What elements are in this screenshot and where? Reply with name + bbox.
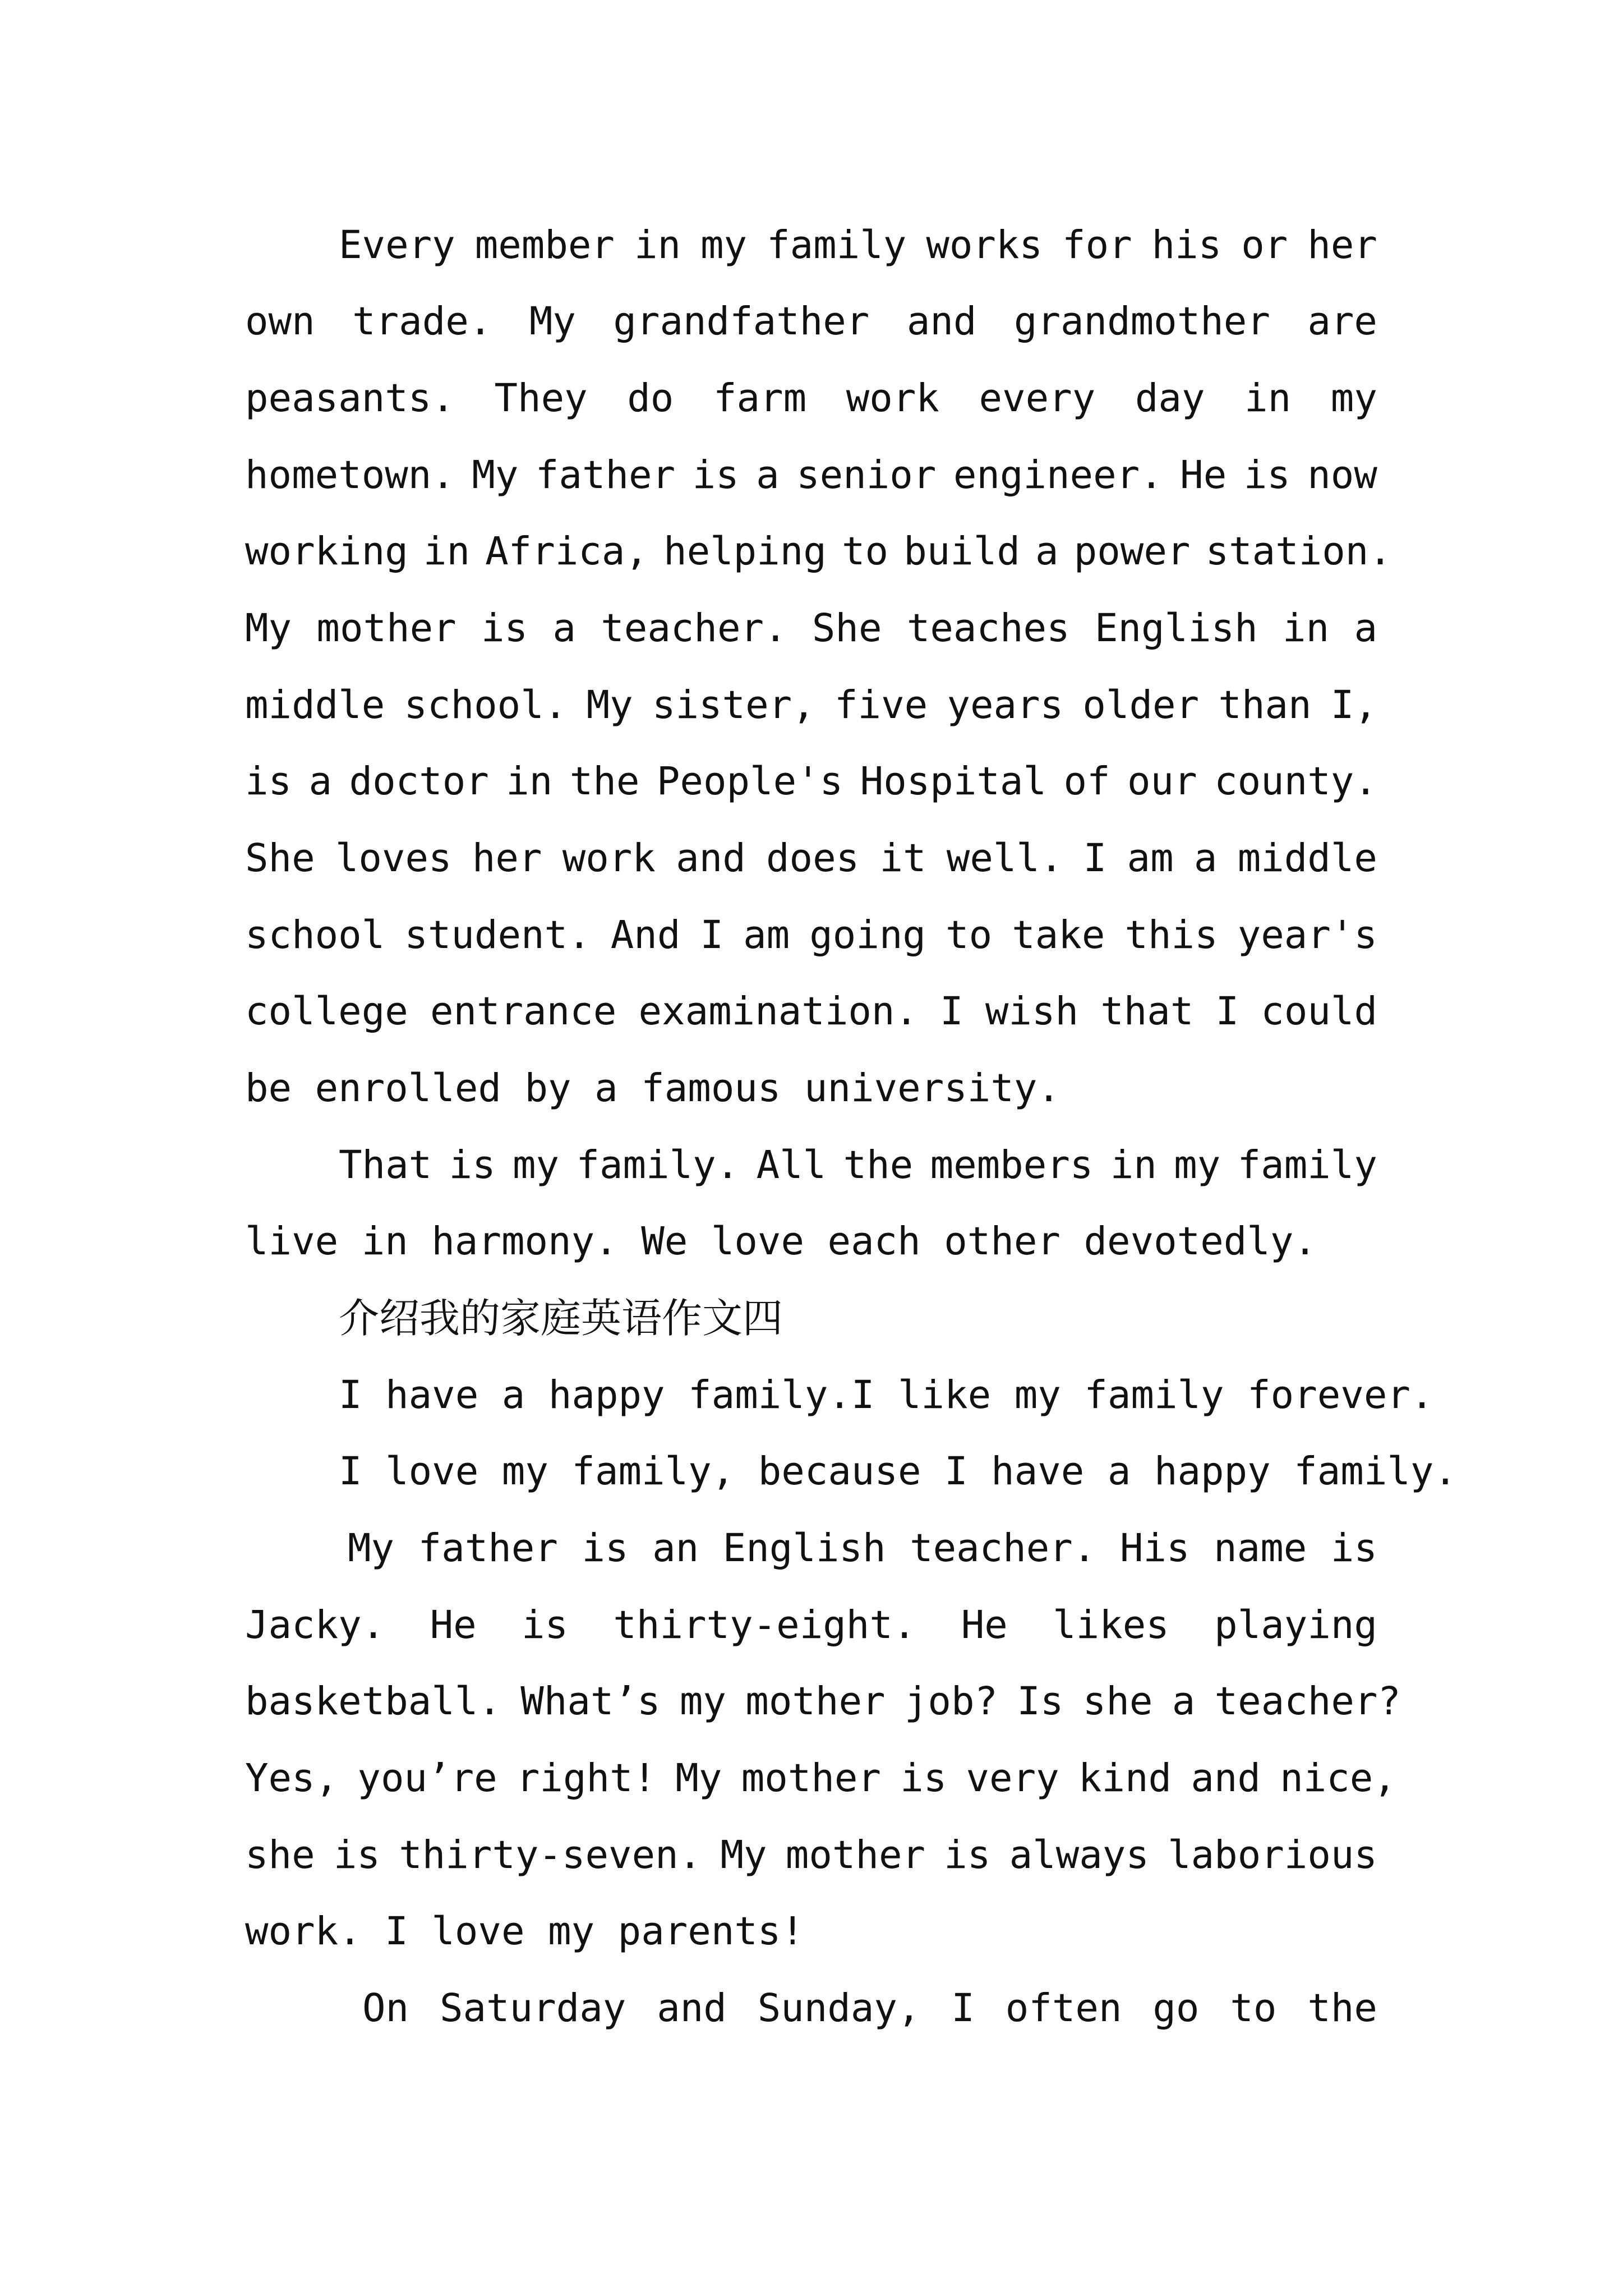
paragraph-line: I have a happy family.I like my family forever. — [339, 1373, 1434, 1418]
paragraph-line: Every member in my family works for his or her — [339, 223, 1377, 268]
paragraph-line: That is my family. All the members in my family — [339, 1143, 1377, 1188]
section-heading: 介绍我的家庭英语作文四 — [339, 1295, 783, 1342]
paragraph-line: college entrance examination. I wish that I could — [245, 989, 1377, 1034]
paragraph-line: own trade. My grandfather and grandmother are — [245, 299, 1377, 344]
paragraph-line: I love my family, because I have a happy family. — [339, 1449, 1457, 1494]
paragraph-line: peasants. They do farm work every day in my — [245, 376, 1377, 421]
paragraph-line: My mother is a teacher. She teaches English in a — [245, 606, 1377, 651]
paragraph-line: She loves her work and does it well. I am a middle — [245, 836, 1377, 881]
paragraph-line: working in Africa, helping to build a power station. — [245, 529, 1392, 574]
paragraph-line: she is thirty-seven. My mother is always laborious — [245, 1833, 1377, 1878]
paragraph-line: middle school. My sister, five years older than I, — [245, 683, 1377, 728]
paragraph-line: My father is an English teacher. His name is — [348, 1526, 1377, 1571]
paragraph-line: basketball. What’s my mother job? Is she a teacher? — [245, 1679, 1401, 1724]
paragraph-line: work. I love my parents! — [245, 1909, 804, 1954]
paragraph-line: On Saturday and Sunday, I often go to the — [362, 1986, 1377, 2031]
paragraph-line: school student. And I am going to take this year's — [245, 913, 1377, 958]
paragraph-line: is a doctor in the People's Hospital of our county. — [245, 759, 1377, 804]
paragraph-line: Jacky. He is thirty-eight. He likes playing — [245, 1603, 1377, 1648]
paragraph-line: hometown. My father is a senior engineer. He is now — [245, 453, 1377, 498]
paragraph-line: live in harmony. We love each other devotedly. — [245, 1219, 1317, 1264]
paragraph-line: Yes, you’re right! My mother is very kind and nice, — [245, 1756, 1396, 1801]
paragraph-line: be enrolled by a famous university. — [245, 1066, 1061, 1111]
